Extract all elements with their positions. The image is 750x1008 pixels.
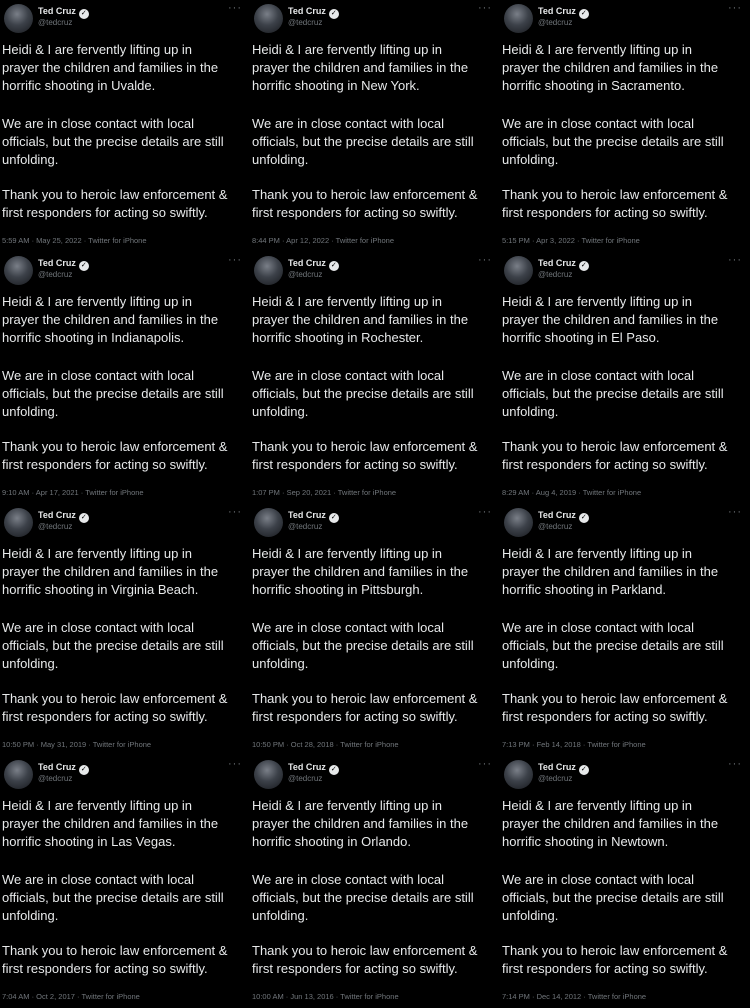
tweet-card[interactable] <box>250 756 500 1008</box>
tweet-paragraph-2 <box>252 619 500 673</box>
tweet-line: prayer the children and families in the <box>2 564 219 579</box>
tweet-line: officials, but the precise details are still <box>2 890 224 905</box>
more-icon[interactable]: ··· <box>478 254 492 266</box>
tweet-line: prayer the children and families in the <box>502 60 719 75</box>
author-name-text[interactable]: Ted Cruz <box>38 258 76 268</box>
tweet-line: We are in close contact with local <box>2 368 194 383</box>
tweet-card[interactable] <box>500 504 750 756</box>
tweet-timestamp[interactable]: 10:50 PM · Oct 28, 2018 · Twitter for iPhone <box>252 740 399 749</box>
tweet-line: horrific shooting in Pittsburgh. <box>252 582 424 597</box>
author-name-text[interactable]: Ted Cruz <box>38 510 76 520</box>
verified-badge-icon: ✓ <box>329 513 339 523</box>
tweet-paragraph-1 <box>502 293 750 347</box>
tweet-line: prayer the children and families in the <box>2 60 219 75</box>
tweet-line: Thank you to heroic law enforcement & <box>252 439 478 454</box>
tweet-line: unfolding. <box>2 404 59 419</box>
tweet-line: Heidi & I are fervently lifting up in <box>502 42 693 57</box>
tweet-paragraph-3 <box>502 942 750 978</box>
tweet-line: We are in close contact with local <box>502 368 694 383</box>
more-icon[interactable]: ··· <box>728 254 742 266</box>
tweet-line: officials, but the precise details are still <box>252 638 474 653</box>
tweet-line: officials, but the precise details are still <box>252 134 474 149</box>
more-icon[interactable]: ··· <box>228 2 242 14</box>
tweet-line: Heidi & I are fervently lifting up in <box>252 546 443 561</box>
tweet-paragraph-1 <box>502 797 750 851</box>
tweet-line: We are in close contact with local <box>252 620 444 635</box>
tweet-card[interactable] <box>0 504 250 756</box>
author-name-text[interactable]: Ted Cruz <box>38 762 76 772</box>
tweet-line: unfolding. <box>252 908 309 923</box>
tweet-card[interactable] <box>250 504 500 756</box>
verified-badge-icon: ✓ <box>579 261 589 271</box>
tweet-card[interactable] <box>500 756 750 1008</box>
author-handle[interactable]: @tedcruz <box>38 270 73 279</box>
tweet-line: Thank you to heroic law enforcement & <box>502 943 728 958</box>
tweet-line: unfolding. <box>502 152 559 167</box>
verified-badge-icon: ✓ <box>579 765 589 775</box>
tweet-line: prayer the children and families in the <box>252 564 469 579</box>
tweet-line: prayer the children and families in the <box>502 816 719 831</box>
tweet-paragraph-1 <box>502 41 750 95</box>
tweet-paragraph-1 <box>252 293 500 347</box>
tweet-line: Heidi & I are fervently lifting up in <box>252 798 443 813</box>
tweet-paragraph-1 <box>2 293 250 347</box>
tweet-line: first responders for acting so swiftly. <box>252 961 458 976</box>
tweet-line: Heidi & I are fervently lifting up in <box>2 798 193 813</box>
more-icon[interactable]: ··· <box>478 758 492 770</box>
tweet-line: Thank you to heroic law enforcement & <box>502 187 728 202</box>
more-icon[interactable]: ··· <box>228 758 242 770</box>
tweet-timestamp[interactable]: 8:29 AM · Aug 4, 2019 · Twitter for iPhone <box>502 488 642 497</box>
more-icon[interactable]: ··· <box>228 254 242 266</box>
tweet-paragraph-3 <box>2 690 250 726</box>
tweet-line: first responders for acting so swiftly. <box>2 961 208 976</box>
tweet-line: We are in close contact with local <box>502 620 694 635</box>
tweet-line: unfolding. <box>502 404 559 419</box>
tweet-timestamp[interactable]: 5:15 PM · Apr 3, 2022 · Twitter for iPhone <box>502 236 640 245</box>
tweet-line: first responders for acting so swiftly. <box>502 457 708 472</box>
tweet-paragraph-2 <box>252 871 500 925</box>
author-handle[interactable]: @tedcruz <box>38 18 73 27</box>
more-icon[interactable]: ··· <box>728 506 742 518</box>
tweet-line: horrific shooting in Virginia Beach. <box>2 582 199 597</box>
tweet-paragraph-1 <box>252 545 500 599</box>
tweet-paragraph-2 <box>502 115 750 169</box>
tweet-timestamp[interactable]: 8:44 PM · Apr 12, 2022 · Twitter for iPhone <box>252 236 395 245</box>
tweet-paragraph-1 <box>502 545 750 599</box>
tweet-paragraph-1 <box>2 545 250 599</box>
author-name-text[interactable]: Ted Cruz <box>288 762 326 772</box>
tweet-line: unfolding. <box>252 404 309 419</box>
author-name-text[interactable]: Ted Cruz <box>538 762 576 772</box>
tweet-card[interactable] <box>250 252 500 504</box>
author-handle[interactable]: @tedcruz <box>288 774 323 783</box>
tweet-line: We are in close contact with local <box>2 872 194 887</box>
tweet-line: Thank you to heroic law enforcement & <box>252 943 478 958</box>
avatar[interactable] <box>254 4 283 33</box>
more-icon[interactable]: ··· <box>478 2 492 14</box>
tweet-line: horrific shooting in Rochester. <box>252 330 424 345</box>
avatar[interactable] <box>504 508 533 537</box>
author-name-text[interactable]: Ted Cruz <box>288 258 326 268</box>
tweet-paragraph-2 <box>2 871 250 925</box>
avatar[interactable] <box>4 508 33 537</box>
tweet-line: We are in close contact with local <box>502 872 694 887</box>
tweet-line: Thank you to heroic law enforcement & <box>252 691 478 706</box>
tweet-line: Thank you to heroic law enforcement & <box>502 439 728 454</box>
avatar[interactable] <box>254 256 283 285</box>
tweet-paragraph-3 <box>502 690 750 726</box>
author-name-text[interactable]: Ted Cruz <box>288 6 326 16</box>
tweet-line: first responders for acting so swiftly. <box>2 205 208 220</box>
tweet-card[interactable] <box>500 252 750 504</box>
verified-badge-icon: ✓ <box>79 513 89 523</box>
tweet-line: officials, but the precise details are still <box>502 386 724 401</box>
avatar[interactable] <box>504 256 533 285</box>
tweet-line: Thank you to heroic law enforcement & <box>2 439 228 454</box>
tweet-line: horrific shooting in Uvalde. <box>2 78 156 93</box>
tweet-paragraph-3 <box>2 186 250 222</box>
tweet-line: Thank you to heroic law enforcement & <box>2 691 228 706</box>
more-icon[interactable]: ··· <box>228 506 242 518</box>
avatar[interactable] <box>254 760 283 789</box>
tweet-line: Heidi & I are fervently lifting up in <box>2 42 193 57</box>
tweet-line: first responders for acting so swiftly. <box>252 205 458 220</box>
tweet-card[interactable] <box>250 0 500 252</box>
tweet-line: horrific shooting in Sacramento. <box>502 78 685 93</box>
tweet-line: prayer the children and families in the <box>502 312 719 327</box>
author-handle[interactable]: @tedcruz <box>288 18 323 27</box>
tweet-line: prayer the children and families in the <box>2 312 219 327</box>
avatar[interactable] <box>4 4 33 33</box>
tweet-paragraph-2 <box>502 367 750 421</box>
tweet-line: unfolding. <box>2 152 59 167</box>
tweet-line: unfolding. <box>252 152 309 167</box>
author-name-text[interactable]: Ted Cruz <box>538 6 576 16</box>
tweet-paragraph-2 <box>2 115 250 169</box>
avatar[interactable] <box>4 760 33 789</box>
tweet-line: prayer the children and families in the <box>252 312 469 327</box>
tweet-line: We are in close contact with local <box>252 872 444 887</box>
tweet-timestamp[interactable]: 7:13 PM · Feb 14, 2018 · Twitter for iPhone <box>502 740 646 749</box>
author-handle[interactable]: @tedcruz <box>288 270 323 279</box>
more-icon[interactable]: ··· <box>728 758 742 770</box>
tweet-line: first responders for acting so swiftly. <box>2 457 208 472</box>
tweet-timestamp[interactable]: 10:00 AM · Jun 13, 2016 · Twitter for iPhone <box>252 992 399 1001</box>
tweet-paragraph-3 <box>502 438 750 474</box>
more-icon[interactable]: ··· <box>478 506 492 518</box>
avatar[interactable] <box>4 256 33 285</box>
tweet-line: We are in close contact with local <box>2 620 194 635</box>
tweet-paragraph-3 <box>2 438 250 474</box>
author-handle[interactable]: @tedcruz <box>538 522 573 531</box>
tweet-timestamp[interactable]: 1:07 PM · Sep 20, 2021 · Twitter for iPhone <box>252 488 397 497</box>
tweet-line: officials, but the precise details are still <box>2 134 224 149</box>
tweet-line: prayer the children and families in the <box>252 816 469 831</box>
tweet-line: Heidi & I are fervently lifting up in <box>2 546 193 561</box>
tweet-line: first responders for acting so swiftly. <box>252 457 458 472</box>
tweet-line: Thank you to heroic law enforcement & <box>2 943 228 958</box>
tweet-line: prayer the children and families in the <box>2 816 219 831</box>
author-handle[interactable]: @tedcruz <box>38 774 73 783</box>
tweet-line: officials, but the precise details are still <box>502 134 724 149</box>
verified-badge-icon: ✓ <box>79 261 89 271</box>
tweet-line: horrific shooting in Las Vegas. <box>2 834 176 849</box>
tweet-line: officials, but the precise details are still <box>252 890 474 905</box>
tweet-line: Heidi & I are fervently lifting up in <box>252 42 443 57</box>
verified-badge-icon: ✓ <box>579 9 589 19</box>
tweet-paragraph-1 <box>252 797 500 851</box>
tweet-line: Heidi & I are fervently lifting up in <box>502 798 693 813</box>
tweet-paragraph-2 <box>502 619 750 673</box>
tweet-line: unfolding. <box>252 656 309 671</box>
tweet-card[interactable] <box>500 0 750 252</box>
tweet-line: prayer the children and families in the <box>502 564 719 579</box>
tweet-timestamp[interactable]: 10:50 PM · May 31, 2019 · Twitter for iPhone <box>2 740 152 749</box>
avatar[interactable] <box>504 4 533 33</box>
tweet-card[interactable] <box>0 756 250 1008</box>
author-handle[interactable]: @tedcruz <box>538 270 573 279</box>
author-name-text[interactable]: Ted Cruz <box>38 6 76 16</box>
tweet-line: Heidi & I are fervently lifting up in <box>2 294 193 309</box>
tweet-line: Thank you to heroic law enforcement & <box>252 187 478 202</box>
tweet-line: Thank you to heroic law enforcement & <box>2 187 228 202</box>
tweet-line: We are in close contact with local <box>252 368 444 383</box>
author-handle[interactable]: @tedcruz <box>288 522 323 531</box>
tweet-line: officials, but the precise details are still <box>2 638 224 653</box>
author-handle[interactable]: @tedcruz <box>538 774 573 783</box>
tweet-line: unfolding. <box>2 656 59 671</box>
tweet-paragraph-3 <box>252 690 500 726</box>
tweet-timestamp[interactable]: 9:10 AM · Apr 17, 2021 · Twitter for iPhone <box>2 488 144 497</box>
tweet-line: first responders for acting so swiftly. <box>2 709 208 724</box>
tweet-line: unfolding. <box>502 908 559 923</box>
tweet-timestamp[interactable]: 7:04 AM · Oct 2, 2017 · Twitter for iPhone <box>2 992 140 1001</box>
tweet-line: Heidi & I are fervently lifting up in <box>252 294 443 309</box>
author-name-text[interactable]: Ted Cruz <box>288 510 326 520</box>
tweet-paragraph-3 <box>502 186 750 222</box>
avatar[interactable] <box>504 760 533 789</box>
tweet-line: prayer the children and families in the <box>252 60 469 75</box>
tweet-paragraph-2 <box>2 619 250 673</box>
tweet-paragraph-3 <box>252 186 500 222</box>
tweet-paragraph-1 <box>2 797 250 851</box>
verified-badge-icon: ✓ <box>329 765 339 775</box>
tweet-line: We are in close contact with local <box>252 116 444 131</box>
tweet-line: officials, but the precise details are still <box>502 890 724 905</box>
verified-badge-icon: ✓ <box>329 9 339 19</box>
tweet-line: Thank you to heroic law enforcement & <box>502 691 728 706</box>
tweet-paragraph-3 <box>2 942 250 978</box>
tweet-paragraph-1 <box>2 41 250 95</box>
author-name-text[interactable]: Ted Cruz <box>538 258 576 268</box>
tweet-paragraph-3 <box>252 438 500 474</box>
verified-badge-icon: ✓ <box>79 9 89 19</box>
verified-badge-icon: ✓ <box>329 261 339 271</box>
tweet-line: horrific shooting in Indianapolis. <box>2 330 185 345</box>
tweet-card[interactable] <box>0 0 250 252</box>
tweet-timestamp[interactable]: 7:14 PM · Dec 14, 2012 · Twitter for iPhone <box>502 992 647 1001</box>
author-handle[interactable]: @tedcruz <box>38 522 73 531</box>
tweet-line: Heidi & I are fervently lifting up in <box>502 546 693 561</box>
tweet-line: first responders for acting so swiftly. <box>502 205 708 220</box>
tweet-line: horrific shooting in Parkland. <box>502 582 667 597</box>
tweet-paragraph-2 <box>252 115 500 169</box>
tweet-paragraph-2 <box>502 871 750 925</box>
tweet-paragraph-2 <box>2 367 250 421</box>
author-handle[interactable]: @tedcruz <box>538 18 573 27</box>
more-icon[interactable]: ··· <box>728 2 742 14</box>
tweet-line: unfolding. <box>2 908 59 923</box>
tweet-paragraph-3 <box>252 942 500 978</box>
verified-badge-icon: ✓ <box>579 513 589 523</box>
avatar[interactable] <box>254 508 283 537</box>
tweet-card[interactable] <box>0 252 250 504</box>
tweet-line: first responders for acting so swiftly. <box>252 709 458 724</box>
tweet-line: We are in close contact with local <box>2 116 194 131</box>
tweet-line: unfolding. <box>502 656 559 671</box>
tweet-line: Heidi & I are fervently lifting up in <box>502 294 693 309</box>
tweet-paragraph-2 <box>252 367 500 421</box>
tweet-line: first responders for acting so swiftly. <box>502 961 708 976</box>
tweet-paragraph-1 <box>252 41 500 95</box>
tweet-line: horrific shooting in Orlando. <box>252 834 411 849</box>
author-name-text[interactable]: Ted Cruz <box>538 510 576 520</box>
tweet-line: horrific shooting in Newtown. <box>502 834 669 849</box>
verified-badge-icon: ✓ <box>79 765 89 775</box>
tweet-timestamp[interactable]: 5:59 AM · May 25, 2022 · Twitter for iPhone <box>2 236 147 245</box>
tweet-line: officials, but the precise details are still <box>502 638 724 653</box>
tweet-line: We are in close contact with local <box>502 116 694 131</box>
tweet-line: officials, but the precise details are still <box>2 386 224 401</box>
tweet-line: horrific shooting in El Paso. <box>502 330 660 345</box>
tweet-line: horrific shooting in New York. <box>252 78 420 93</box>
tweet-line: officials, but the precise details are still <box>252 386 474 401</box>
tweet-line: first responders for acting so swiftly. <box>502 709 708 724</box>
